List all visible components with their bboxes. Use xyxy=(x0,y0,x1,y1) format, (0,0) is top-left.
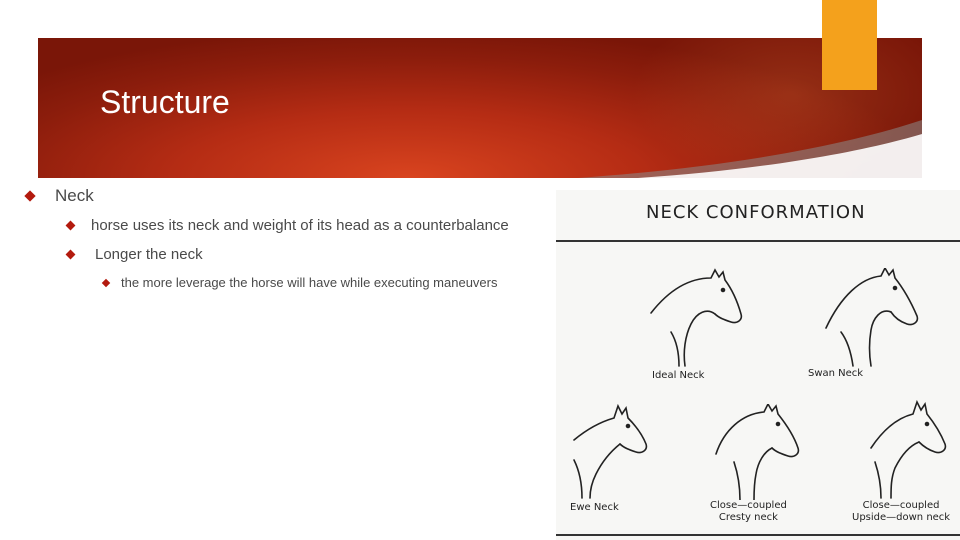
swan-neck-horse-illustration xyxy=(811,268,931,368)
bullet-text: Longer the neck xyxy=(95,246,203,263)
upside-down-neck-label-line1: Close—coupled xyxy=(862,500,940,511)
bullet-text: Neck xyxy=(55,186,94,205)
figure-divider xyxy=(556,534,960,536)
swan-neck-label: Swan Neck xyxy=(808,368,864,379)
bullet-text: the more leverage the horse will have while executing maneuvers xyxy=(121,275,498,290)
bullet-level2 xyxy=(64,246,203,263)
bullet-level3 xyxy=(100,275,497,290)
upside-down-neck-horse-illustration xyxy=(861,400,956,500)
cresty-neck-label-line1: Close—coupled xyxy=(710,500,787,511)
upside-down-neck-label xyxy=(852,500,950,524)
figure-title: NECK CONFORMATION xyxy=(646,202,866,223)
diamond-bullet-icon xyxy=(24,190,35,201)
cresty-neck-label xyxy=(710,500,787,524)
diamond-bullet-icon xyxy=(102,278,110,286)
neck-conformation-figure xyxy=(556,190,960,540)
ewe-neck-horse-illustration xyxy=(566,400,666,500)
diamond-bullet-icon xyxy=(66,250,76,260)
ewe-neck-label: Ewe Neck xyxy=(570,502,619,513)
upside-down-neck-label-line2: Upside—down neck xyxy=(852,512,951,523)
slide-title: Structure xyxy=(100,84,230,120)
figure-divider xyxy=(556,240,960,242)
cresty-neck-horse-illustration xyxy=(706,404,806,500)
accent-bar xyxy=(822,0,877,90)
bullet-level1 xyxy=(22,186,94,206)
bullet-level2 xyxy=(64,217,509,234)
ideal-neck-horse-illustration xyxy=(631,268,751,368)
cresty-neck-label-line2: Cresty neck xyxy=(718,512,778,523)
diamond-bullet-icon xyxy=(66,221,76,231)
bullet-text: horse uses its neck and weight of its head as a counterbalance xyxy=(91,217,509,234)
ideal-neck-label: Ideal Neck xyxy=(652,370,705,381)
